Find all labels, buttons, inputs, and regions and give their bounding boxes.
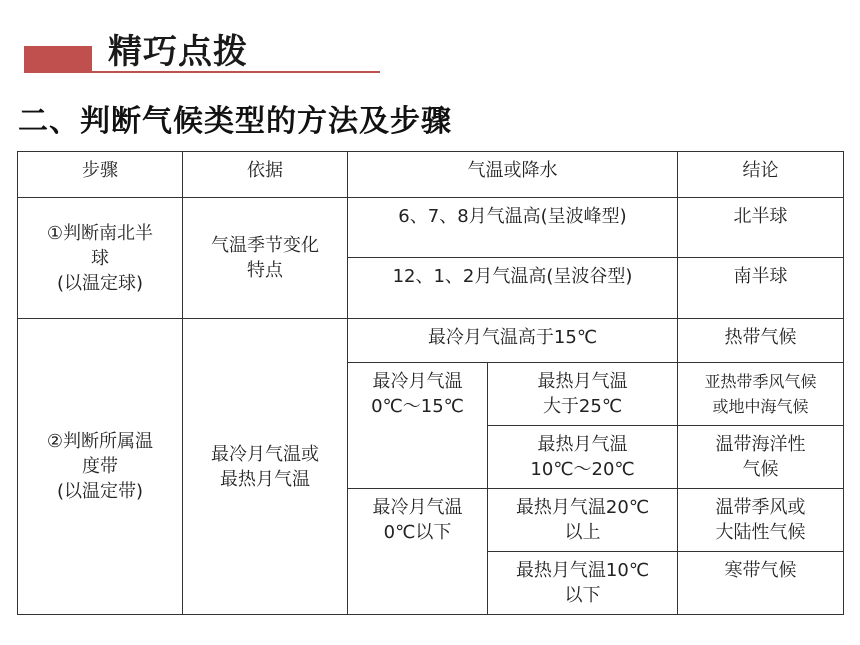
conclusion-subtropical-line-2: 或地中海气候 bbox=[712, 397, 809, 416]
warmest-10-20-line-2: 10℃～20℃ bbox=[530, 459, 635, 480]
table-row bbox=[18, 198, 844, 258]
conclusion-continental-line-2: 大陆性气候 bbox=[715, 522, 806, 543]
header-step: 步骤 bbox=[18, 152, 183, 198]
conclusion-north: 北半球 bbox=[678, 198, 844, 258]
coldest-subtropical-line-1: 最冷月气温 bbox=[372, 371, 463, 392]
warmest-10-20 bbox=[488, 426, 678, 489]
step-zone-line-3: (以温定带) bbox=[56, 481, 144, 502]
warmest-10-20-line-1: 最热月气温 bbox=[537, 434, 628, 455]
step-temperature-zone bbox=[18, 319, 183, 615]
conclusion-maritime-line-1: 温带海洋性 bbox=[715, 434, 806, 455]
warmest-below-10-line-2: 以下 bbox=[564, 585, 601, 606]
basis-zone-line-2: 最热月气温 bbox=[220, 468, 310, 490]
conclusion-temperate-continental bbox=[678, 489, 844, 552]
warmest-above-20-line-2: 以上 bbox=[564, 522, 601, 543]
basis-zone-line-1: 最冷月气温或 bbox=[211, 443, 319, 465]
basis-seasonal-change bbox=[183, 198, 348, 319]
warmest-above-25-line-2: 大于25℃ bbox=[542, 396, 623, 417]
conclusion-maritime-line-2: 气候 bbox=[742, 459, 779, 480]
page-title: 精巧点拨 bbox=[108, 32, 248, 72]
warmest-below-10-line-1: 最热月气温10℃ bbox=[515, 560, 650, 581]
table-header-row bbox=[18, 152, 844, 198]
conclusion-temperate-maritime bbox=[678, 426, 844, 489]
conclusion-tropical: 热带气候 bbox=[678, 319, 844, 363]
header-temp-precip: 气温或降水 bbox=[348, 152, 678, 198]
basis-coldest-warmest bbox=[183, 319, 348, 615]
header-basis: 依据 bbox=[183, 152, 348, 198]
condition-south: 12、1、2月气温高(呈波谷型) bbox=[348, 258, 678, 319]
table-row bbox=[18, 319, 844, 363]
basis-seasonal-line-2: 特点 bbox=[247, 260, 283, 281]
warmest-above-25-line-1: 最热月气温 bbox=[537, 371, 628, 392]
condition-tropical: 最冷月气温高于15℃ bbox=[348, 319, 678, 363]
conclusion-frigid: 寒带气候 bbox=[678, 552, 844, 615]
coldest-below-zero bbox=[348, 489, 488, 615]
header-accent-bar bbox=[24, 46, 92, 72]
basis-seasonal-line-1: 气温季节变化 bbox=[211, 235, 319, 256]
step-hemisphere bbox=[18, 198, 183, 319]
section-title: 二、判断气候类型的方法及步骤 bbox=[18, 104, 452, 139]
step-hemisphere-line-2: 球 bbox=[91, 247, 109, 269]
coldest-below-zero-line-1: 最冷月气温 bbox=[372, 497, 463, 518]
warmest-below-10 bbox=[488, 552, 678, 615]
warmest-above-20-line-1: 最热月气温20℃ bbox=[515, 497, 650, 518]
step-zone-line-1: ②判断所属温 bbox=[46, 431, 154, 452]
climate-method-table bbox=[17, 151, 844, 615]
conclusion-subtropical-line-1: 亚热带季风气候 bbox=[704, 372, 817, 391]
step-zone-line-2: 度带 bbox=[82, 456, 118, 477]
header-conclusion: 结论 bbox=[678, 152, 844, 198]
conclusion-continental-line-1: 温带季风或 bbox=[715, 497, 806, 518]
warmest-above-20 bbox=[488, 489, 678, 552]
coldest-subtropical-line-2: 0℃～15℃ bbox=[371, 396, 464, 417]
step-hemisphere-line-1: ①判断南北半 bbox=[46, 222, 154, 244]
warmest-above-25 bbox=[488, 363, 678, 426]
coldest-subtropical bbox=[348, 363, 488, 489]
condition-north: 6、7、8月气温高(呈波峰型) bbox=[348, 198, 678, 258]
conclusion-south: 南半球 bbox=[678, 258, 844, 319]
step-hemisphere-line-3: (以温定球) bbox=[56, 272, 144, 294]
coldest-below-zero-line-2: 0℃以下 bbox=[383, 522, 452, 543]
conclusion-subtropical-monsoon bbox=[678, 363, 844, 426]
